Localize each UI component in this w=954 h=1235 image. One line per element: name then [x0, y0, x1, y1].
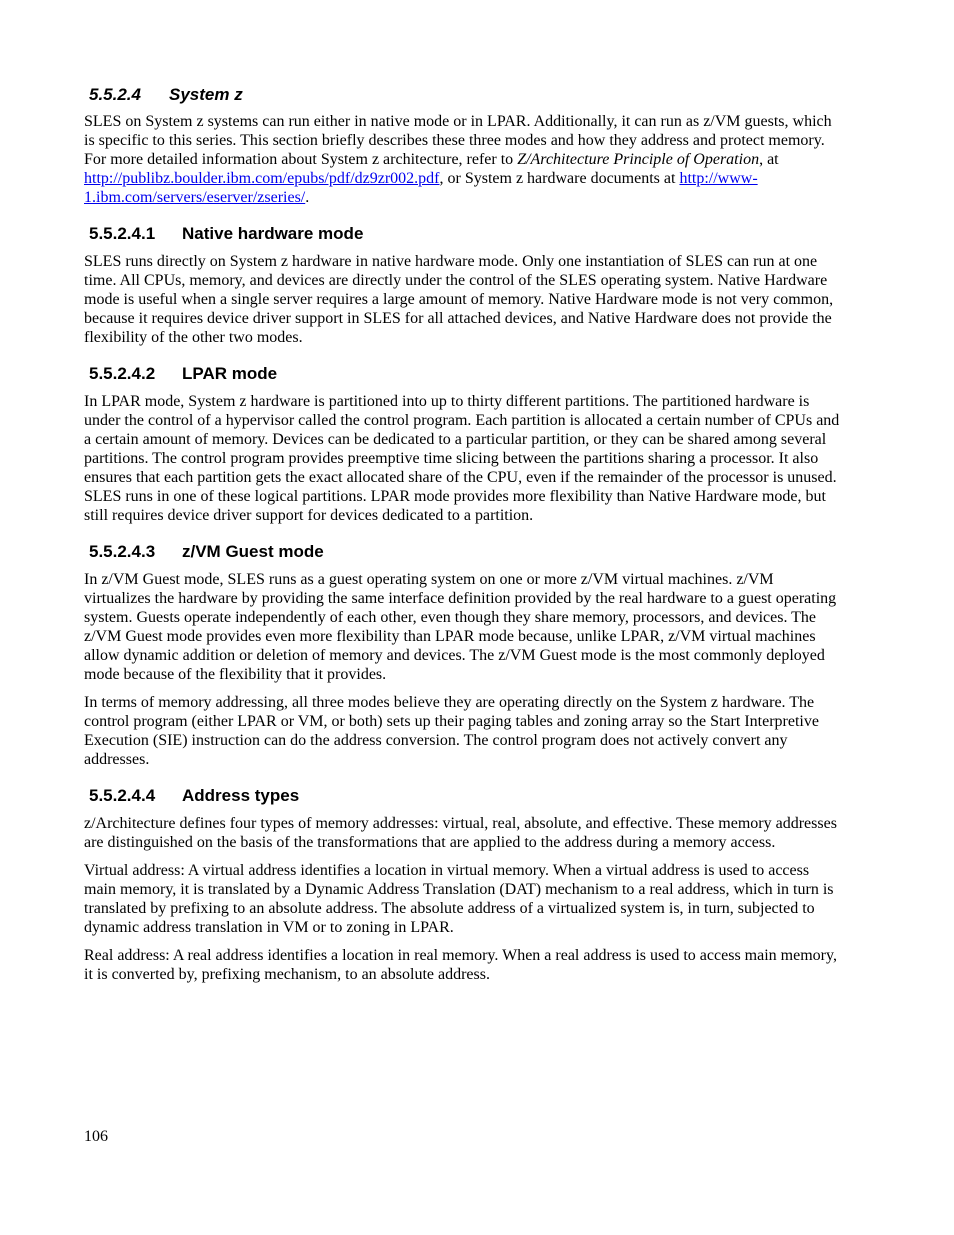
section-number: 5.5.2.4.4	[89, 786, 156, 805]
page-number: 106	[84, 1128, 108, 1145]
paragraph-real-address: Real address: A real address identifies a location in real memory. When a real address is used to access main memory, it is converted by, prefixing mechanism, to an absolute address.	[84, 947, 837, 983]
document-page	[84, 84, 844, 993]
text-run: SLES on System z systems can run either in native mode or in LPAR. Additionally, it can run as z/VM guests, which is specific to this series. This section briefly describes these three modes and how they address and protect memory. For more detailed information about System z architecture, refer to	[84, 113, 832, 168]
paragraph-address-types-intro: z/Architecture defines four types of memory addresses: virtual, real, absolute, and effective. These memory addresses are distinguished on the basis of the transformations that are applied to the address during a memory access.	[84, 815, 837, 851]
section-heading-address-types	[84, 785, 844, 807]
doc-reference-title: Z/Architecture Principle of Operation	[517, 151, 760, 168]
section-heading-native-hardware-mode	[84, 223, 844, 245]
section-title: Native hardware mode	[182, 224, 364, 243]
section-heading-system-z	[84, 84, 844, 106]
section-number: 5.5.2.4.2	[89, 364, 156, 383]
section-number: 5.5.2.4.1	[89, 224, 156, 243]
text-run: , at	[759, 151, 779, 168]
section-number: 5.5.2.4	[89, 85, 141, 104]
text-run: , or System z hardware documents at	[439, 170, 680, 187]
text-run: .	[305, 189, 310, 206]
section-title: LPAR mode	[182, 364, 278, 383]
link-zseries-hardware[interactable]: http://www-1.ibm.com/servers/eserver/zseries/	[84, 170, 758, 206]
paragraph-system-z-intro	[84, 112, 844, 207]
paragraph-virtual-address: Virtual address: A virtual address identifies a location in virtual memory. When a virtual address is used to access main memory, it is translated by a Dynamic Address Translation (DAT) mechanism to a real address, which in turn is translated by prefixing to an absolute address. The absolute address of a virtualized system is, in turn, subjected to dynamic address translation in VM or to zoning in LPAR.	[84, 862, 834, 936]
section-heading-lpar-mode	[84, 363, 844, 385]
section-heading-zvm-guest-mode	[84, 541, 844, 563]
link-principles-of-operation-pdf[interactable]: http://publibz.boulder.ibm.com/epubs/pdf/dz9zr002.pdf	[84, 170, 440, 187]
section-title: Address types	[182, 786, 300, 805]
paragraph-lpar-mode: In LPAR mode, System z hardware is partitioned into up to thirty different partitions. The partitioned hardware is under the control of a hypervisor called the control program. Each partition is allocated a certain number of CPUs and a certain amount of memory. Devices can be dedicated to a particular partition, or they can be shared among several partitions. The control program provides preemptive time slicing between the partitions sharing a processor. It also ensures that each partition gets the exact allocated share of the CPU, even if the remainder of the processor is unused. SLES runs in one of these logical partitions. LPAR mode provides more flexibility than Native Hardware mode, but still requires device driver support for devices dedicated to a partition.	[84, 393, 840, 524]
paragraph-native-hardware: SLES runs directly on System z hardware in native hardware mode. Only one instantiation of SLES can run at one time. All CPUs, memory, and devices are directly under the control of the SLES operating system. Native Hardware mode is useful when a single server requires a large amount of memory. Native Hardware mode is not very common, because it requires device driver support in SLES for all attached devices, and Native Hardware does not provide the flexibility of the other two modes.	[84, 253, 834, 346]
paragraph-zvm-guest-mode: In z/VM Guest mode, SLES runs as a guest operating system on one or more z/VM virtual machines. z/VM virtualizes the hardware by providing the same interface definition provided by the real hardware to a guest operating system. Guests operate independently of each other, even though they share memory, processors, and devices. The z/VM Guest mode provides even more flexibility than LPAR mode because, unlike LPAR, z/VM virtual machines allow dynamic addition or deletion of memory and devices. The z/VM Guest mode is the most commonly deployed mode because of the flexibility that it provides.	[84, 571, 837, 683]
section-title: z/VM Guest mode	[182, 542, 324, 561]
section-title: System z	[169, 85, 243, 104]
paragraph-memory-addressing: In terms of memory addressing, all three modes believe they are operating directly on the System z hardware. The control program (either LPAR or VM, or both) sets up their paging tables and zoning array so the Start Interpretive Execution (SIE) instruction can do the address conversion. The control program does not actively convert any addresses.	[84, 694, 819, 768]
section-number: 5.5.2.4.3	[89, 542, 156, 561]
